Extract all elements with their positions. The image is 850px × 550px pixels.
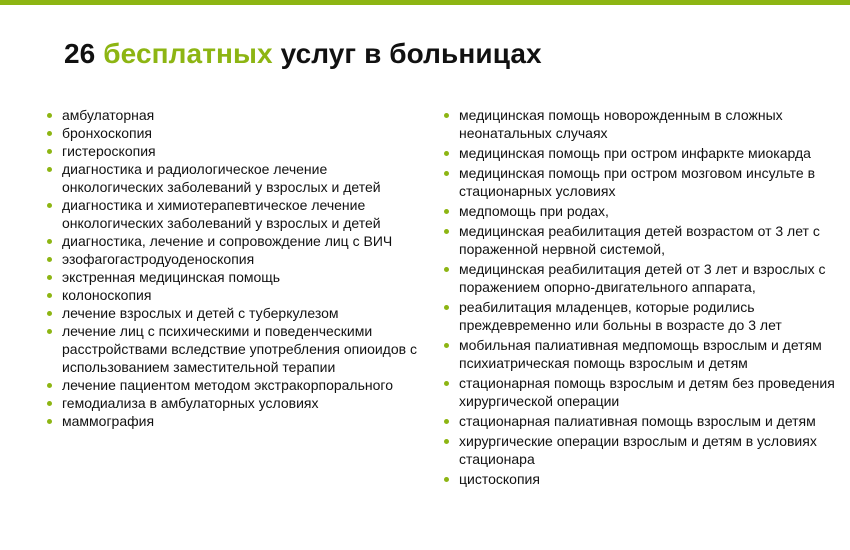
service-item-label: лечение пациентом методом экстракорпорального: [62, 377, 393, 393]
service-item: [46, 304, 431, 322]
service-item: [443, 202, 843, 220]
service-item: [443, 164, 843, 200]
service-item-label: эзофагогастродуоденоскопия: [62, 251, 255, 267]
service-item: [443, 336, 843, 372]
bullet-icon: [47, 167, 52, 172]
service-item: [443, 470, 843, 488]
bullet-icon: [444, 419, 449, 424]
service-item: [443, 260, 843, 296]
service-item-label: амбулаторная: [62, 107, 155, 123]
service-item-label: гистероскопия: [62, 143, 156, 159]
service-item: [46, 142, 431, 160]
bullet-icon: [47, 419, 52, 424]
service-item-label: бронхоскопия: [62, 125, 153, 141]
service-item-label: гемодиализа в амбулаторных условиях: [62, 395, 319, 411]
service-item-label: медицинская помощь новорожденным в сложных неонатальных случаях: [459, 107, 783, 141]
service-item-label: медицинская реабилитация детей от 3 лет и взрослых с поражением опорно-двигательного аппарата,: [459, 261, 826, 295]
bullet-icon: [47, 257, 52, 262]
service-item: [46, 322, 431, 376]
bullet-icon: [47, 293, 52, 298]
service-item-label: стационарная палиативная помощь взрослым и детям: [459, 413, 816, 429]
service-item: [46, 376, 431, 394]
service-item: [443, 106, 843, 142]
bullet-icon: [444, 305, 449, 310]
bullet-icon: [444, 343, 449, 348]
service-item-label: маммография: [62, 413, 155, 429]
title-accent-word: бесплатных: [103, 38, 273, 69]
services-list-right: [443, 106, 843, 490]
bullet-icon: [47, 383, 52, 388]
service-item-label: лечение лиц с психическими и поведенческими расстройствами вследствие употребления опиоидов с использованием заместительной терапии: [62, 323, 417, 375]
service-item-label: стационарная помощь взрослым и детям без проведения хирургической операции: [459, 375, 835, 409]
bullet-icon: [444, 113, 449, 118]
bullet-icon: [47, 401, 52, 406]
page-title: [64, 38, 542, 70]
service-item-label: медпомощь при родах,: [459, 203, 609, 219]
service-item: [443, 432, 843, 468]
service-item-label: мобильная палиативная медпомощь взрослым и детям психиатрическая помощь взрослым и детям: [459, 337, 822, 371]
bullet-icon: [47, 131, 52, 136]
service-item-label: медицинская помощь при остром мозговом инсульте в стационарных условиях: [459, 165, 816, 199]
service-item: [46, 196, 431, 232]
bullet-icon: [444, 229, 449, 234]
bullet-icon: [444, 171, 449, 176]
bullet-icon: [47, 239, 52, 244]
service-item: [46, 286, 431, 304]
bullet-icon: [444, 439, 449, 444]
bullet-icon: [47, 329, 52, 334]
service-item: [46, 412, 431, 430]
service-item: [46, 232, 431, 250]
service-item: [46, 106, 431, 124]
service-item: [443, 222, 843, 258]
bullet-icon: [444, 477, 449, 482]
title-rest: услуг в больницах: [280, 38, 542, 69]
service-item-label: медицинская реабилитация детей возрастом от 3 лет с пораженной нервной системой,: [459, 223, 820, 257]
bullet-icon: [47, 203, 52, 208]
service-item-label: хирургические операции взрослым и детям в условиях стационара: [459, 433, 817, 467]
bullet-icon: [444, 151, 449, 156]
service-item: [443, 374, 843, 410]
service-item-label: колоноскопия: [62, 287, 152, 303]
services-list-left: [46, 106, 431, 430]
bullet-icon: [444, 209, 449, 214]
bullet-icon: [444, 381, 449, 386]
service-item: [443, 298, 843, 334]
service-item-label: диагностика и химиотерапевтическое лечение онкологических заболеваний у взрослых и детей: [62, 197, 381, 231]
service-item-label: диагностика и радиологическое лечение онкологических заболеваний у взрослых и детей: [62, 161, 381, 195]
service-item-label: реабилитация младенцев, которые родились преждевременно или больны в возрасте до 3 лет: [459, 299, 782, 333]
bullet-icon: [444, 267, 449, 272]
bullet-icon: [47, 149, 52, 154]
service-item: [443, 412, 843, 430]
service-item: [46, 268, 431, 286]
service-item-label: экстренная медицинская помощь: [62, 269, 281, 285]
service-item: [46, 160, 431, 196]
bullet-icon: [47, 311, 52, 316]
bullet-icon: [47, 113, 52, 118]
title-count: 26: [64, 38, 96, 69]
service-item-label: медицинская помощь при остром инфаркте миокарда: [459, 145, 811, 161]
service-item: [443, 144, 843, 162]
service-item: [46, 250, 431, 268]
service-item-label: лечение взрослых и детей с туберкулезом: [62, 305, 339, 321]
service-item: [46, 394, 431, 412]
top-accent-bar: [0, 0, 850, 5]
service-item: [46, 124, 431, 142]
service-item-label: диагностика, лечение и сопровождение лиц с ВИЧ: [62, 233, 393, 249]
service-item-label: цистоскопия: [459, 471, 540, 487]
bullet-icon: [47, 275, 52, 280]
